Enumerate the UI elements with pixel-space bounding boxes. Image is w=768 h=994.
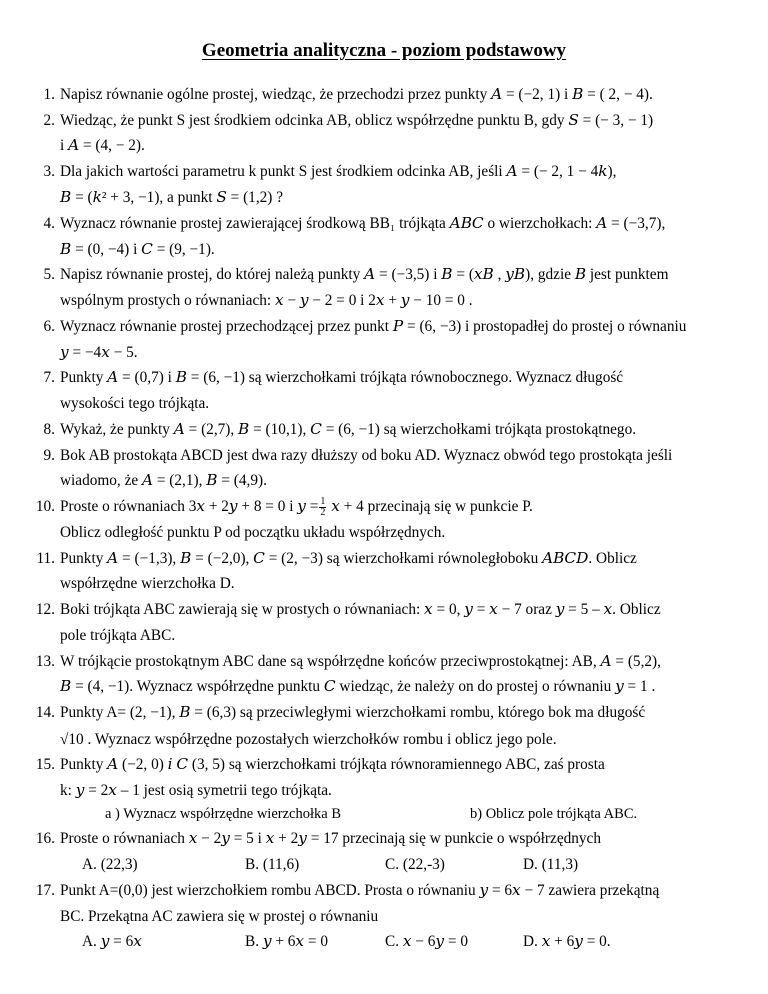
problem-14-line-2: √10 . Wyznacz współrzędne pozostałych wierzchołków rombu i oblicz jego pole. [60,731,557,748]
page-title: Geometria analityczna - poziom podstawowy [201,40,567,61]
problem-5: 5. Napisz równanie prostej, do której należą punkty 𝐴 = (−3,5) i 𝐵 = (𝑥𝐵 , 𝑦𝐵), gdzie 𝐵 jest punktem [43,266,669,283]
problem-10-line-2: Oblicz odległość punktu P od początku układu współrzędnych. [60,524,446,541]
problem-15-line-1: Punkty 𝐴 (−2, 0) 𝑖 𝐶 (3, 5) są wierzchołkami trójkąta równoramiennego ABC, zaś prosta [60,756,605,773]
problem-4: 4. Wyznacz równanie prostej zawierającej środkową BB₁ trójkąta 𝐴𝐵𝐶 o wierzchołkach: 𝐴 = (−3,7), [43,215,666,232]
problem-17-option-b: B. 𝑦 + 6𝑥 = 0 [245,933,328,950]
problem-8-line-1: Wykaż, że punkty 𝐴 = (2,7), 𝐵 = (10,1), 𝐶 = (6, −1) są wierzchołkami trójkąta prostokątnego. [60,421,637,438]
problem-6: 6. Wyznacz równanie prostej przechodzącej przez punkt 𝑃 = (6, −3) i prostopadłej do prostej o równaniu [43,318,687,335]
problem-9-line-2: wiadomo, że 𝐴 = (2,1), 𝐵 = (4,9). [60,472,267,489]
problem-12-line-1: Boki trójkąta ABC zawierają się w prostych o równaniach: 𝑥 = 0, 𝑦 = 𝑥 − 7 oraz 𝑦 = 5 – 𝑥. Oblicz [60,601,661,618]
problem-17-line-2: BC. Przekątna AC zawiera się w prostej o równaniu [60,908,379,925]
problem-12: 12. Boki trójkąta ABC zawierają się w prostych o równaniach: 𝑥 = 0, 𝑦 = 𝑥 − 7 oraz 𝑦 = 5 – 𝑥. Oblicz [35,601,661,618]
problem-5-line-1: Napisz równanie prostej, do której należą punkty 𝐴 = (−3,5) i 𝐵 = (𝑥𝐵 , 𝑦𝐵), gdzie 𝐵 jest punktem [60,266,669,283]
problem-16-option-b: B. (11,6) [245,856,300,873]
problem-13-line-1: W trójkącie prostokątnym ABC dane są współrzędne końców przeciwprostokątnej: AB, 𝐴 = (5,2), [60,653,661,670]
problem-15-line-2: k: 𝑦 = 2𝑥 – 1 jest osią symetrii tego trójkąta. [60,782,332,799]
problem-16-option-c: C. (22,-3) [385,856,445,873]
problem-7-line-1: Punkty 𝐴 = (0,7) i 𝐵 = (6, −1) są wierzchołkami trójkąta równobocznego. Wyznacz długość [60,369,624,386]
problem-16-option-d: D. (11,3) [523,856,579,873]
problem-16: 16. Proste o równaniach 𝑥 − 2𝑦 = 5 i 𝑥 + 2𝑦 = 17 przecinają się w punkcie o współrzędnych [35,830,601,847]
problem-2-line-2: i 𝐴 = (4, − 2). [60,137,145,154]
problem-9: 9. Bok AB prostokąta ABCD jest dwa razy dłuższy od boku AD. Wyznacz obwód tego prostokąta jeśli [43,447,673,464]
problem-4-line-2: 𝐵 = (0, −4) i 𝐶 = (9, −1). [60,241,215,258]
problem-15-subtask-b: b) Oblicz pole trójkąta ABC. [470,806,638,822]
problem-17: 17. Punkt A=(0,0) jest wierzchołkiem rombu ABCD. Prosta o równaniu 𝑦 = 6𝑥 − 7 zawiera przekątną [35,882,660,899]
problem-7: 7. Punkty 𝐴 = (0,7) i 𝐵 = (6, −1) są wierzchołkami trójkąta równobocznego. Wyznacz długość [43,369,624,386]
problem-6-line-2: 𝑦 = −4𝑥 − 5. [60,344,138,361]
problem-6-line-1: Wyznacz równanie prostej przechodzącej przez punkt 𝑃 = (6, −3) i prostopadłej do prostej o równaniu [60,318,687,335]
problem-4-line-1: Wyznacz równanie prostej zawierającej środkową BB₁ trójkąta 𝐴𝐵𝐶 o wierzchołkach: 𝐴 = (−3,7), [60,215,666,232]
problem-15-subtask-a: a ) Wyznacz współrzędne wierzchołka B [105,806,341,822]
problem-13: 13. W trójkącie prostokątnym ABC dane są współrzędne końców przeciwprostokątnej: AB, 𝐴 = (5,2), [35,653,661,670]
problem-17-option-c: C. 𝑥 − 6𝑦 = 0 [385,933,468,950]
problem-1: 1. Napisz równanie ogólne prostej, wiedząc, że przechodzi przez punkty 𝐴 = (−2, 1) i 𝐵 = ( 2, − 4). [43,86,653,103]
problem-16-option-a: A. (22,3) [82,856,138,873]
problem-9-line-1: Bok AB prostokąta ABCD jest dwa razy dłuższy od boku AD. Wyznacz obwód tego prostokąta jeśli [60,447,673,464]
problem-5-line-2: wspólnym prostych o równaniach: 𝑥 − 𝑦 − 2 = 0 i 2𝑥 + 𝑦 − 10 = 0 . [60,292,473,309]
problem-10-line-1a: Proste o równaniach 3𝑥 + 2𝑦 + 8 = 0 i 𝑦 = [60,498,319,516]
problem-3: 3. Dla jakich wartości parametru k punkt S jest środkiem odcinka AB, jeśli 𝐴 = (− 2, 1 − 4𝑘), [43,163,617,180]
problem-17-option-a: A. 𝑦 = 6𝑥 [82,933,142,950]
problem-10: 10. Proste o równaniach 3𝑥 + 2𝑦 + 8 = 0 i 𝑦 = $\frac{1}{2}$ 𝑥 + 4 przecinają się w punkcie P. [35,496,533,518]
problem-10-line-1b: 𝑥 + 4 przecinają się w punkcie P. [327,498,533,516]
problem-17-line-1: Punkt A=(0,0) jest wierzchołkiem rombu ABCD. Prosta o równaniu 𝑦 = 6𝑥 − 7 zawiera przekątną [60,882,660,899]
problem-2: 2. Wiedząc, że punkt S jest środkiem odcinka AB, oblicz współrzędne punktu B, gdy 𝑆 = (− 3, − 1) [43,112,654,129]
problem-16-line-1: Proste o równaniach 𝑥 − 2𝑦 = 5 i 𝑥 + 2𝑦 = 17 przecinają się w punkcie o współrzędnych [60,830,601,847]
problem-2-line-1: Wiedząc, że punkt S jest środkiem odcinka AB, oblicz współrzędne punktu B, gdy 𝑆 = (− 3, − 1) [60,112,654,129]
problem-17-option-d: D. 𝑥 + 6𝑦 = 0. [523,933,611,950]
problem-11: 11. Punkty 𝐴 = (−1,3), 𝐵 = (−2,0), 𝐶 = (2, −3) są wierzchołkami równoległoboku 𝐴𝐵𝐶𝐷. Oblicz [36,550,637,567]
problem-12-line-2: pole trójkąta ABC. [60,627,176,644]
problem-14-line-1: Punkty A= (2, −1), 𝐵 = (6,3) są przeciwległymi wierzchołkami rombu, którego bok ma długość [60,704,646,721]
fraction-one-half: $\frac{1}{2}$ [320,496,326,518]
problem-3-line-1: Dla jakich wartości parametru k punkt S jest środkiem odcinka AB, jeśli 𝐴 = (− 2, 1 − 4𝑘), [60,163,617,180]
problem-14: 14. Punkty A= (2, −1), 𝐵 = (6,3) są przeciwległymi wierzchołkami rombu, którego bok ma długość [35,704,646,721]
problem-1-line-1: Napisz równanie ogólne prostej, wiedząc, że przechodzi przez punkty 𝐴 = (−2, 1) i 𝐵 = ( 2, − 4). [60,86,653,103]
problem-7-line-2: wysokości tego trójkąta. [60,395,210,412]
problem-15: 15. Punkty 𝐴 (−2, 0) 𝑖 𝐶 (3, 5) są wierzchołkami trójkąta równoramiennego ABC, zaś prosta [35,756,605,773]
problem-11-line-1: Punkty 𝐴 = (−1,3), 𝐵 = (−2,0), 𝐶 = (2, −3) są wierzchołkami równoległoboku 𝐴𝐵𝐶𝐷. Oblicz [60,550,637,567]
problem-11-line-2: współrzędne wierzchołka D. [60,575,235,592]
problem-13-line-2: 𝐵 = (4, −1). Wyznacz współrzędne punktu 𝐶 wiedząc, że należy on do prostej o równaniu 𝑦 = 1 . [60,678,656,695]
problem-3-line-2: 𝐵 = (𝑘² + 3, −1), a punkt 𝑆 = (1,2) ? [60,189,284,206]
problem-8: 8. Wykaż, że punkty 𝐴 = (2,7), 𝐵 = (10,1), 𝐶 = (6, −1) są wierzchołkami trójkąta prostokątnego. [43,421,637,438]
